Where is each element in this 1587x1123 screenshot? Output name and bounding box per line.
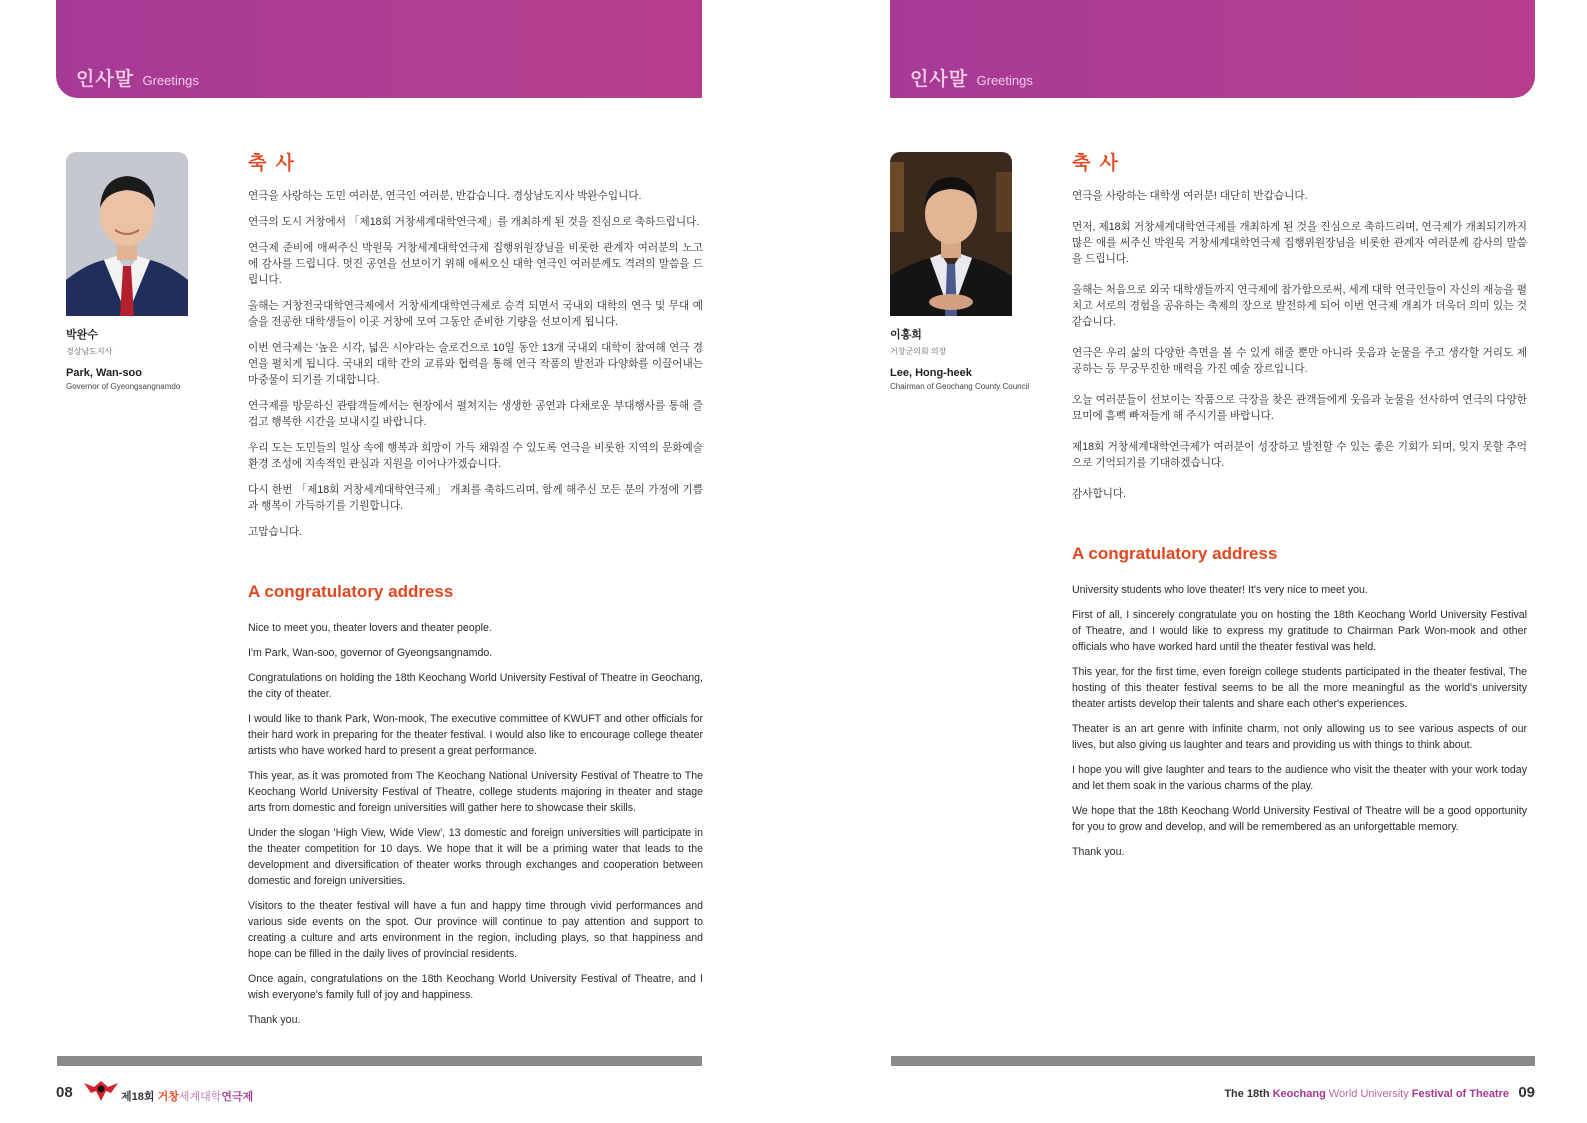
footer-bar-right [891,1056,1535,1066]
paragraph: 연극의 도시 거창에서 「제18회 거창세계대학연극제」를 개최하게 된 것을 진심으로 축하드립니다. [248,216,700,228]
festival-logo-icon [84,1077,118,1103]
person-title-en: Chairman of Geochang County Council [890,382,1030,391]
footer-part3: World University [1328,1088,1409,1100]
heading-ko-left: 축 사 [248,153,296,174]
paragraph: 연극제 준비에 애써주신 박원묵 거창세계대학연극제 집행위원장님을 비롯한 관계자 여러분의 노고에 감사를 드립니다. 멋진 공연을 선보이기 위해 애써오신 대학 연극인 여러분께도 격려의 말씀을 드립니다. [248,242,703,286]
paragraph: 연극을 사랑하는 대학생 여러분! 대단히 반갑습니다. [1072,190,1308,202]
banner-title-ko: 인사말 [76,69,135,90]
paragraph: 연극을 사랑하는 도민 여러분, 연극인 여러분, 반갑습니다. 경상남도지사 박완수입니다. [248,190,642,202]
footer-part4: Festival of Theatre [1411,1088,1509,1100]
paragraph: 연극제를 방문하신 관람객들께서는 현장에서 펼쳐지는 생생한 공연과 다채로운 부대행사를 통해 즐겁고 행복한 시간을 보내시길 바랍니다. [248,400,703,428]
footer-festival-name-left [121,1088,253,1104]
heading-en-left: A congratulatory address [248,582,454,601]
portrait-photo-left [66,152,188,316]
heading-en-right: A congratulatory address [1072,544,1278,563]
person-name-en: Park, Wan-soo [66,367,142,379]
paragraph: University students who love theater! It's very nice to meet you. [1072,584,1368,596]
footer-festival-name-right [1224,1088,1509,1100]
person-title-ko: 거창군의회 의장 [890,347,947,356]
footer-name-c: 연극제 [221,1091,254,1103]
paragraph: Nice to meet you, theater lovers and theater people. [248,622,492,634]
paragraph: I hope you will give laughter and tears to the audience who visit the theater with your work today and let them soak in the various charms of the play. [1072,764,1527,792]
person-title-en: Governor of Gyeongsangnamdo [66,382,181,391]
paragraph: Under the slogan 'High View, Wide View', 13 domestic and foreign universities will participate in the theater competition for 10 days. We hope that it will be a priming water that leads to the development and diversification of theater works through exchanges and cooperation between domestic and foreign universities. [248,827,703,887]
korean-text-right [1072,188,1527,502]
person-name-ko: 박완수 [66,329,98,341]
person-name-en: Lee, Hong-heek [890,367,972,379]
footer-name-a: 거창 [157,1091,179,1103]
paragraph: I would like to thank Park, Won-mook, The executive committee of KWUFT and other officials for their hard work in preparing for the theater festival. I would also like to encourage college theater artists who have worked hard to present a great performance. [248,713,703,757]
paragraph: This year, for the first time, even foreign college students participated in the theater festival, The hosting of this theater festival seems to be all the more meaningful as the world's university theater artists develop their talents and share each other's experiences. [1072,666,1527,710]
footer-part1: The 18th [1224,1088,1270,1100]
paragraph: 제18회 거창세계대학연극제가 여러분이 성장하고 발전할 수 있는 좋은 기회가 되며, 잊지 못할 추억으로 기억되기를 기대하겠습니다. [1072,441,1527,469]
header-banner-left [56,0,702,98]
paragraph: 고맙습니다. [248,526,303,538]
paragraph: 우리 도는 도민들의 일상 속에 행복과 희망이 가득 채워질 수 있도록 연극을 비롯한 지역의 문화예술 환경 조성에 지속적인 관심과 지원을 이어나가겠습니다. [248,442,703,470]
portrait-chairman-image [890,152,1012,316]
paragraph: I'm Park, Wan-soo, governor of Gyeongsangnamdo. [248,647,493,659]
page-number-left: 08 [56,1084,73,1101]
banner-title-ko: 인사말 [910,69,969,90]
paragraph: Once again, congratulations on the 18th Keochang World University Festival of Theatre, and I wish everyone's family full of joy and happiness. [248,973,703,1001]
paragraph: 다시 한번 「제18회 거창세계대학연극제」 개최를 축하드리며, 함께 해주신 모든 분의 가정에 기쁨과 행복이 가득하기를 기원합니다. [248,484,703,512]
person-name-ko: 이홍희 [890,329,922,341]
paragraph: 이번 연극제는 '높은 시각, 넓은 시야'라는 슬로건으로 10일 동안 13개 국내외 대학이 참여해 연극 경연을 펼치게 됩니다. 국내외 대학 간의 교류와 협력을 통해 연극 작품의 발전과 다양화를 이끌어내는 마중물이 되기를 기대합니다. [248,342,703,386]
paragraph: 먼저, 제18회 거창세계대학연극제를 개최하게 된 것을 진심으로 축하드리며, 연극제가 개최되기까지 많은 애를 써주신 박원묵 거창세계대학연극제 집행위원장님을 비롯한 관계자 여러분께 감사의 말씀을 드립니다. [1072,221,1527,265]
paragraph: 감사합니다. [1072,488,1127,500]
banner-title-en: Greetings [142,73,199,88]
footer-part2: Keochang [1272,1088,1326,1100]
footer-bar-left [57,1056,702,1066]
header-banner-right [890,0,1535,98]
banner-title-en: Greetings [976,73,1033,88]
page-number-right: 09 [1518,1084,1535,1101]
paragraph: Congratulations on holding the 18th Keochang World University Festival of Theatre in Geochang, the city of theater. [248,672,703,700]
paragraph: 연극은 우리 삶의 다양한 측면을 볼 수 있게 해줄 뿐만 아니라 웃음과 눈물을 주고 생각할 거리도 제공하는 등 무궁무진한 매력을 가진 예술 장르입니다. [1072,347,1527,375]
person-info-left [66,326,216,391]
person-info-right [890,326,1040,391]
paragraph: 오늘 여러분들이 선보이는 작품으로 극장을 찾은 관객들에게 웃음과 눈물을 선사하여 연극의 다양한 묘미에 흠뻑 빠져들게 해 주시기를 바랍니다. [1072,394,1527,422]
heading-ko-right: 축 사 [1072,153,1120,174]
english-text-left [248,620,703,1028]
footer-name-b: 세계대학 [178,1091,222,1103]
paragraph: Theater is an art genre with infinite charm, not only allowing us to see various aspects of our lives, but also giving us laughter and tears and providing us with things to think about. [1072,723,1527,751]
paragraph: Thank you. [1072,846,1125,858]
paragraph: We hope that the 18th Keochang World University Festival of Theatre will be a good opportunity for you to grow and develop, and will be remembered as an unforgettable memory. [1072,805,1527,833]
paragraph: 올해는 처음으로 외국 대학생들까지 연극제에 참가함으로써, 세계 대학 연극인들이 자신의 재능을 펼치고 서로의 경험을 공유하는 축제의 장으로 발전하게 되어 이번 연극제 개최가 더욱더 의미 있는 것 같습니다. [1072,284,1527,328]
portrait-governor-image [66,152,188,316]
footer-edition: 제18회 [121,1091,155,1103]
paragraph: This year, as it was promoted from The Keochang National University Festival of Theatre to The Keochang World University Festival of Theatre, college students majoring in theater and stage arts from domestic and foreign universities will gather here to showcase their skills. [248,770,703,814]
paragraph: Thank you. [248,1014,301,1026]
paragraph: Visitors to the theater festival will have a fun and happy time through vivid performances and various side events on the spot. Our province will continue to pay attention and support to creating a culture and arts environment in the region, including plays, so that happiness and hope can be filled in the daily lives of provincial residents. [248,900,703,960]
korean-text-left [248,188,703,540]
person-title-ko: 경상남도지사 [66,347,113,356]
paragraph: First of all, I sincerely congratulate you on hosting the 18th Keochang World University Festival of Theatre, and I would like to express my gratitude to Chairman Park Won-mook and other officials who have worked hard until the theater festival was held. [1072,609,1527,653]
paragraph: 올해는 거창전국대학연극제에서 거창세계대학연극제로 승격 되면서 국내외 대학의 연극 및 무대 예술을 전공한 대학생들이 이곳 거창에 모여 그동안 준비한 기량을 선보이게 됩니다. [248,300,703,328]
portrait-photo-right [890,152,1012,316]
english-text-right [1072,582,1527,860]
